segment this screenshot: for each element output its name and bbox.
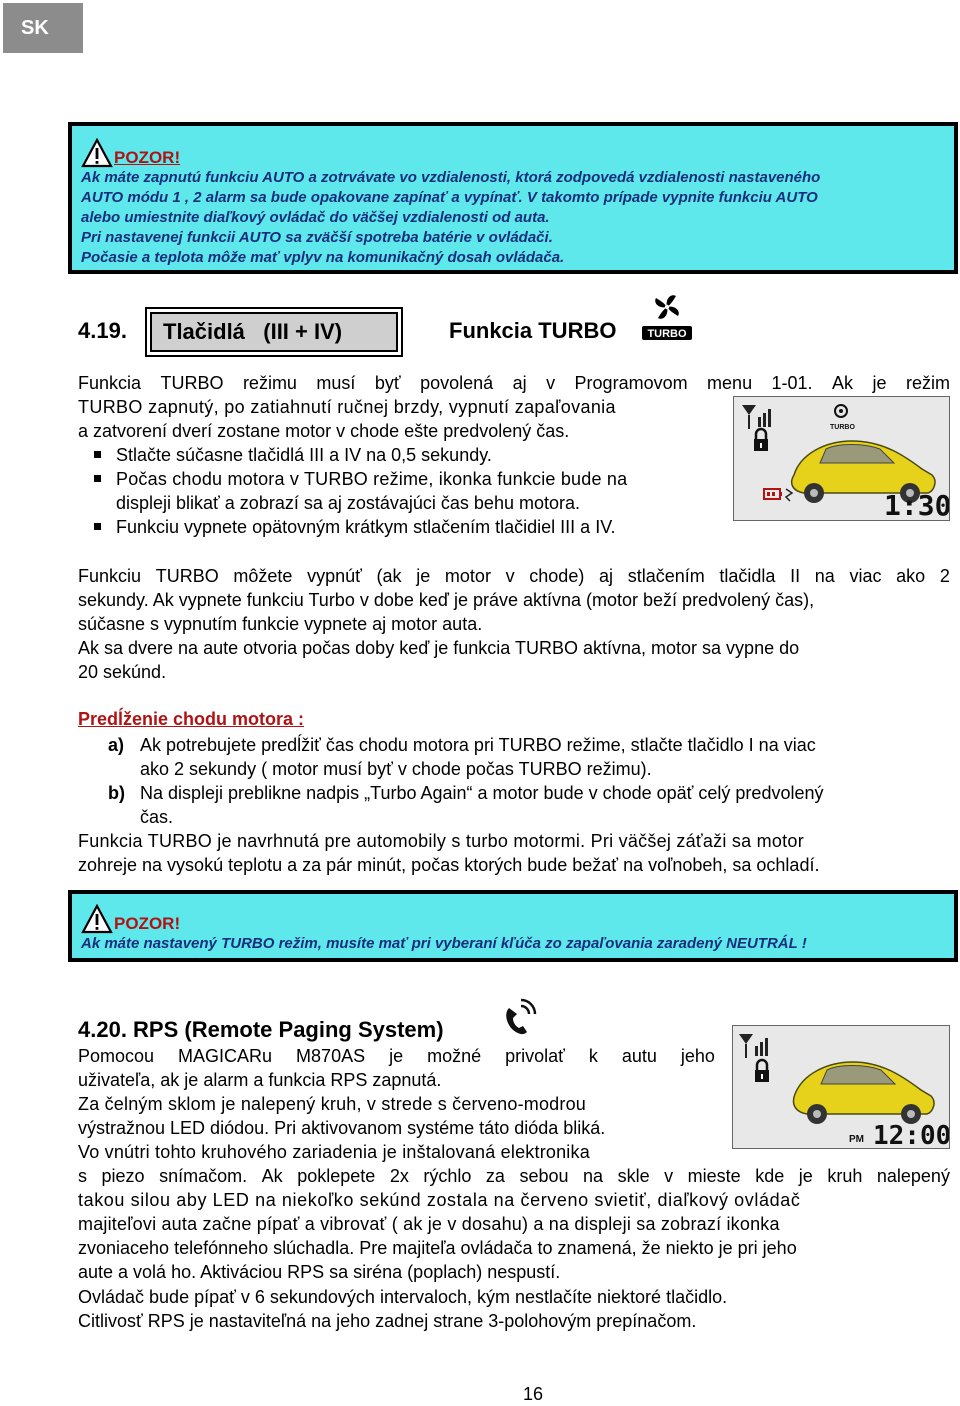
paragraph-line: TURBO zapnutý, po zatiahnutí ručnej brzdy, vypnutí zapaľovania — [78, 397, 616, 417]
word: k — [588, 1046, 598, 1066]
word: 1-01. — [771, 373, 813, 393]
word: byť — [374, 373, 401, 393]
paragraph-line: výstražnou LED diódou. Pri aktivovanom systéme táto dióda bliká. — [78, 1118, 606, 1138]
paragraph-line: 20 sekúnd. — [78, 662, 167, 682]
bullet-item: Počas chodu motora v TURBO režime, ikonka funkcie bude na — [116, 469, 628, 489]
word: motor — [444, 566, 491, 586]
warning-line: Pri nastavenej funkcii AUTO sa zväčší spotreba batérie v ovládači. — [81, 229, 553, 246]
svg-text:PM: PM — [849, 1134, 864, 1145]
word: kruh — [827, 1166, 863, 1186]
paragraph-line: Za čelným sklom je nalepený kruh, v strede s červeno-modrou — [78, 1094, 587, 1114]
button-label-box: Tlačidlá (III + IV) — [145, 307, 403, 357]
warning-box-auto — [68, 122, 958, 274]
turbo-fan-icon — [640, 292, 696, 344]
paragraph-line: Vo vnútri tohto kruhového zariadenia je inštalovaná elektronika — [78, 1142, 590, 1162]
warning-line: AUTO módu 1 , 2 alarm sa bude opakovane zapínať a vypínať. V takomto prípade vypnite funkciu AUTO — [81, 189, 818, 206]
word: je — [416, 566, 431, 586]
list-line: Ak potrebujete predĺžiť čas chodu motora pri TURBO režime, stlačte tlačidlo I na viac — [140, 735, 816, 755]
warning-line: alebo umiestnite diaľkový ovládač do väčšej vzdialenosti od auta. — [81, 209, 550, 226]
word: M870AS — [296, 1046, 366, 1066]
word: TURBO — [160, 373, 224, 393]
word: tlačidla — [719, 566, 776, 586]
page-number: 16 — [523, 1384, 544, 1404]
word: chode) — [529, 566, 585, 586]
word: piezo — [101, 1166, 145, 1186]
paragraph-line — [78, 1164, 950, 1188]
warning-line: Počasie a teplota môže mať vplyv na komunikačný dosah ovládača. — [81, 249, 565, 266]
word: za — [485, 1166, 505, 1186]
word: Ak — [832, 373, 854, 393]
lock-icon — [754, 429, 768, 451]
word: II — [790, 566, 801, 586]
paragraph-line: Ak sa dvere na aute otvoria počas doby keď je funkcia TURBO aktívna, motor sa vypne do — [78, 638, 800, 658]
word: režimu — [242, 373, 297, 393]
paragraph-line: sekundy. Ak vypnete funkciu Turbo v dobe keď je práve aktívna (motor beží predvolený čas), — [78, 590, 815, 610]
word: kde — [755, 1166, 785, 1186]
section-number: 4.19. — [78, 318, 127, 343]
word: je — [872, 373, 887, 393]
paragraph-line: Funkcia TURBO je navrhnutá pre automobily s turbo motormi. Pri väčšej záťaži sa motor — [78, 831, 804, 851]
section-title: Funkcia TURBO — [449, 318, 617, 343]
word: vypnúť — [307, 566, 362, 586]
word: je — [389, 1046, 404, 1066]
word: v — [664, 1166, 674, 1186]
word: poklepete — [297, 1166, 376, 1186]
word: nalepený — [876, 1166, 950, 1186]
subheading-extend: Predĺženie chodu motora : — [78, 709, 305, 729]
language-badge: SK — [3, 3, 83, 53]
warning-title: POZOR! — [81, 900, 946, 934]
word: aj — [599, 566, 614, 586]
word: v — [546, 373, 556, 393]
word: v — [505, 566, 515, 586]
list-label: a) — [108, 735, 125, 755]
word: 2x — [389, 1166, 409, 1186]
word: s — [78, 1166, 87, 1186]
word: Funkcia — [78, 373, 142, 393]
warning-triangle-icon — [81, 138, 113, 168]
word: musí — [316, 373, 356, 393]
word: stlačením — [627, 566, 705, 586]
word: rýchlo — [423, 1166, 472, 1186]
section-title: 4.20. RPS (Remote Paging System) — [78, 1017, 444, 1042]
paragraph-line: zvoniaceho telefónneho slúchadla. Pre majiteľa ovládača to znamená, že niekto je pri jeho — [78, 1238, 797, 1258]
paragraph-line — [78, 1044, 715, 1068]
paragraph-line — [78, 371, 950, 395]
word: na — [814, 566, 835, 586]
word: viac — [849, 566, 882, 586]
list-line: čas. — [140, 807, 174, 827]
warning-line: Ak máte zapnutú funkciu AUTO a zotrvávate vo vzdialenosti, ktorá zodpovedá vzdialenosti nastaveného — [81, 169, 821, 186]
paragraph-line: súčasne s vypnutím funkcie vypnete aj motor auta. — [78, 614, 483, 634]
word: autu — [621, 1046, 657, 1066]
remote-display-rps-image — [732, 1025, 950, 1149]
ringing-phone-icon — [497, 998, 539, 1043]
word: MAGICARu — [178, 1046, 273, 1066]
word: snímačom. — [159, 1166, 248, 1186]
word: privolať — [505, 1046, 565, 1066]
word: je — [798, 1166, 813, 1186]
word: Ak — [261, 1166, 283, 1186]
remote-display-turbo-image — [733, 396, 950, 521]
svg-text:12:00: 12:00 — [873, 1121, 949, 1148]
warning-line: Ak máte nastavený TURBO režim, musíte mať pri vyberaní kľúča zo zapaľovania zaradený NEUTRÁL ! — [81, 935, 807, 952]
word: Pomocou — [78, 1046, 155, 1066]
bullet-continuation: displeji blikať a zobrazí sa aj zostávajúci čas behu motora. — [116, 493, 580, 513]
word: režim — [905, 373, 950, 393]
word: menu — [707, 373, 753, 393]
warning-title: POZOR! — [81, 132, 946, 168]
word: aj — [512, 373, 527, 393]
word: ako — [896, 566, 926, 586]
word: mieste — [687, 1166, 741, 1186]
paragraph-line: aute a volá ho. Aktiváciou RPS sa siréna (poplach) nespustí. — [78, 1262, 561, 1282]
paragraph-line: a zatvorení dverí zostane motor v chode ešte predvolený čas. — [78, 421, 570, 441]
paragraph-line: majiteľovi auta začne pípať a vibrovať ( ak je v dosahu) a na displeji sa zobrazí ikonka — [78, 1214, 780, 1234]
list-line: Na displeji preblikne nadpis „Turbo Again“ a motor bude v chode opäť celý predvolený — [140, 783, 824, 803]
word: Funkciu — [78, 566, 142, 586]
paragraph-line: Citlivosť RPS je nastaviteľná na jeho zadnej strane 3-polohovým prepínačom. — [78, 1311, 697, 1331]
bullet-item: Funkciu vypnete opätovným krátkym stlačením tlačidiel III a IV. — [116, 517, 616, 537]
word: (ak — [376, 566, 402, 586]
word: povolená — [420, 373, 494, 393]
word: jeho — [680, 1046, 715, 1066]
paragraph-line: uživateľa, ak je alarm a funkcia RPS zapnutá. — [78, 1070, 442, 1090]
word: sebou — [519, 1166, 569, 1186]
word: možné — [427, 1046, 482, 1066]
word: skle — [617, 1166, 650, 1186]
word: TURBO — [155, 566, 219, 586]
word: na — [583, 1166, 604, 1186]
svg-text:TURBO: TURBO — [647, 328, 687, 340]
list-line: ako 2 sekundy ( motor musí byť v chode počas TURBO režimu). — [140, 759, 652, 779]
paragraph-line: Ovládač bude pípať v 6 sekundových intervaloch, kým nestlačíte niektoré tlačidlo. — [78, 1287, 728, 1307]
svg-text:1:30: 1:30 — [884, 489, 949, 520]
antenna-icon — [742, 405, 771, 429]
paragraph-line: zohreje na vysokú teplotu a za pár minút, počas ktorých bude bežať na voľnobeh, sa ochladí. — [78, 855, 820, 875]
word: môžete — [233, 566, 293, 586]
warning-triangle-icon — [81, 904, 113, 934]
word: 2 — [939, 566, 950, 586]
paragraph-line: takou silou aby LED na niekoľko sekúnd zostala na červeno svietiť, diaľkový ovládač — [78, 1190, 801, 1210]
paragraph-line — [78, 564, 950, 588]
word: Programovom — [574, 373, 688, 393]
warning-box-turbo — [68, 890, 958, 962]
list-label: b) — [108, 783, 125, 803]
bullet-item: Stlačte súčasne tlačidlá III a IV na 0,5 sekundy. — [116, 445, 492, 465]
svg-text:TURBO: TURBO — [830, 424, 855, 431]
